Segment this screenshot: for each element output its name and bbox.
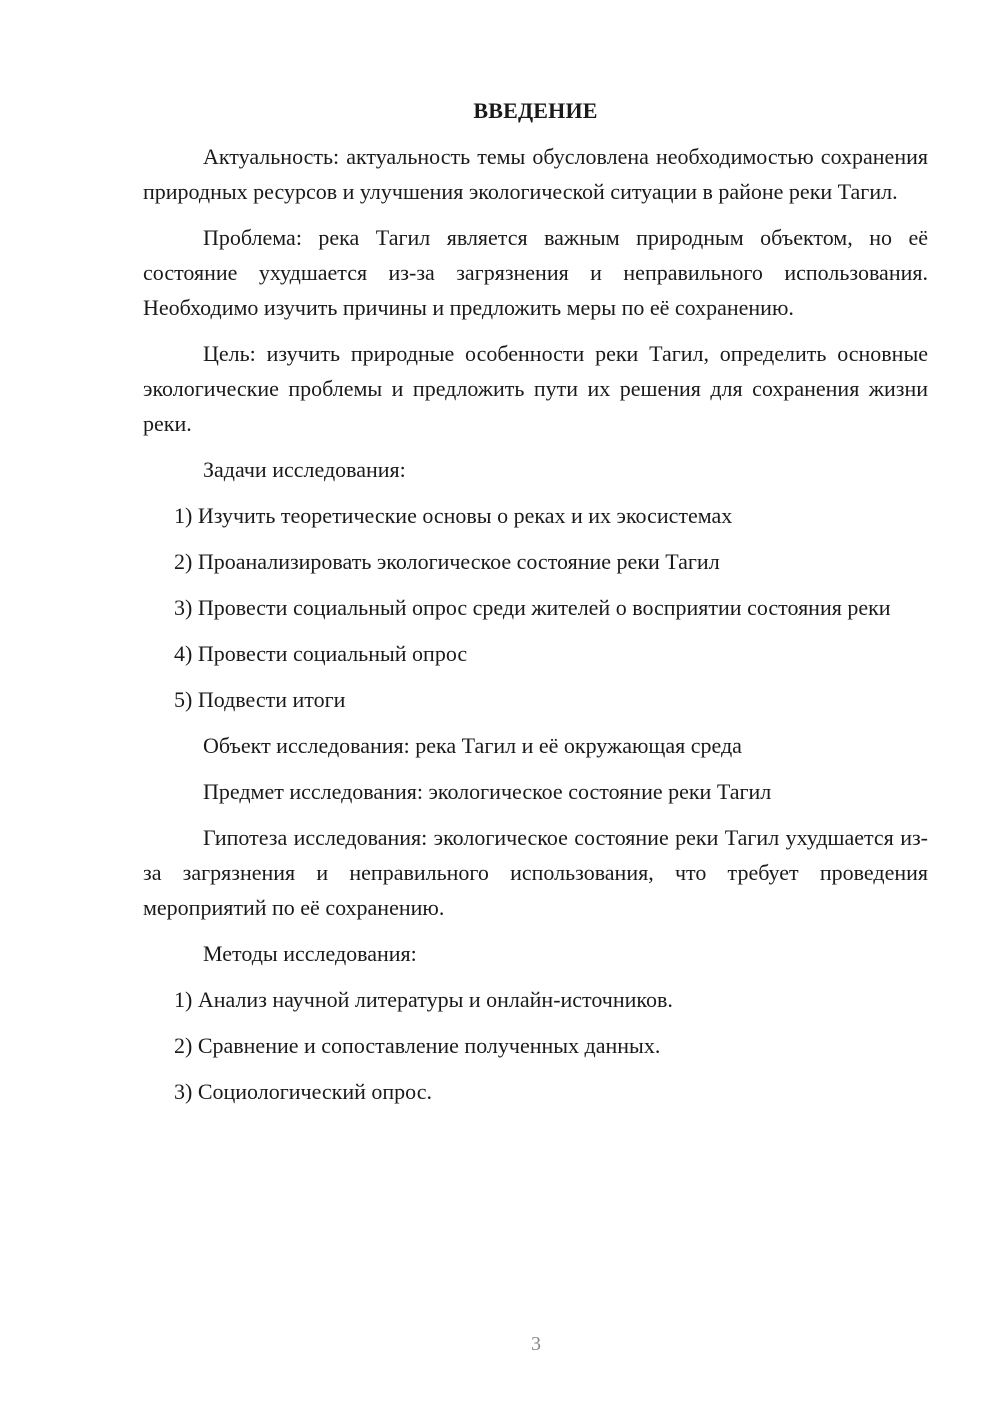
problem-paragraph: Проблема: река Тагил является важным природным объектом, но её состояние ухудшается из-за загрязнения и неправильного использования. Необходимо изучить причины и предложить меры по её сохранению. [143,225,928,320]
tasks-heading: Задачи исследования: [203,457,406,482]
task-item: 5) Подвести итоги [174,687,346,712]
subject-line: Предмет исследования: экологическое состояние реки Тагил [203,779,772,804]
object-line: Объект исследования: река Тагил и её окружающая среда [203,733,742,758]
methods-list [143,982,928,1109]
hypothesis-paragraph: Гипотеза исследования: экологическое состояние реки Тагил ухудшается из-за загрязнения и неправильного использования, что требует проведения мероприятий по её сохранению. [143,825,928,920]
goal-paragraph: Цель: изучить природные особенности реки Тагил, определить основные экологические проблемы и предложить пути их решения для сохранения жизни реки. [143,341,928,436]
task-item: 4) Провести социальный опрос [174,641,468,666]
tasks-list [143,498,928,717]
page-number: 3 [531,1333,541,1355]
task-item: 1) Изучить теоретические основы о реках и их экосистемах [174,503,733,528]
document-page [143,96,928,1120]
method-item: 2) Сравнение и сопоставление полученных данных. [174,1033,661,1058]
method-item: 1) Анализ научной литературы и онлайн-источников. [174,987,673,1012]
relevance-paragraph: Актуальность: актуальность темы обусловлена необходимостью сохранения природных ресурсов и улучшения экологической ситуации в районе реки Тагил. [143,144,928,204]
method-item: 3) Социологический опрос. [174,1079,432,1104]
section-title: ВВЕДЕНИЕ [473,98,598,123]
task-item: 3) Провести социальный опрос среди жителей о восприятии состояния реки [174,595,891,620]
task-item: 2) Проанализировать экологическое состояние реки Тагил [174,549,720,574]
methods-heading: Методы исследования: [203,941,417,966]
